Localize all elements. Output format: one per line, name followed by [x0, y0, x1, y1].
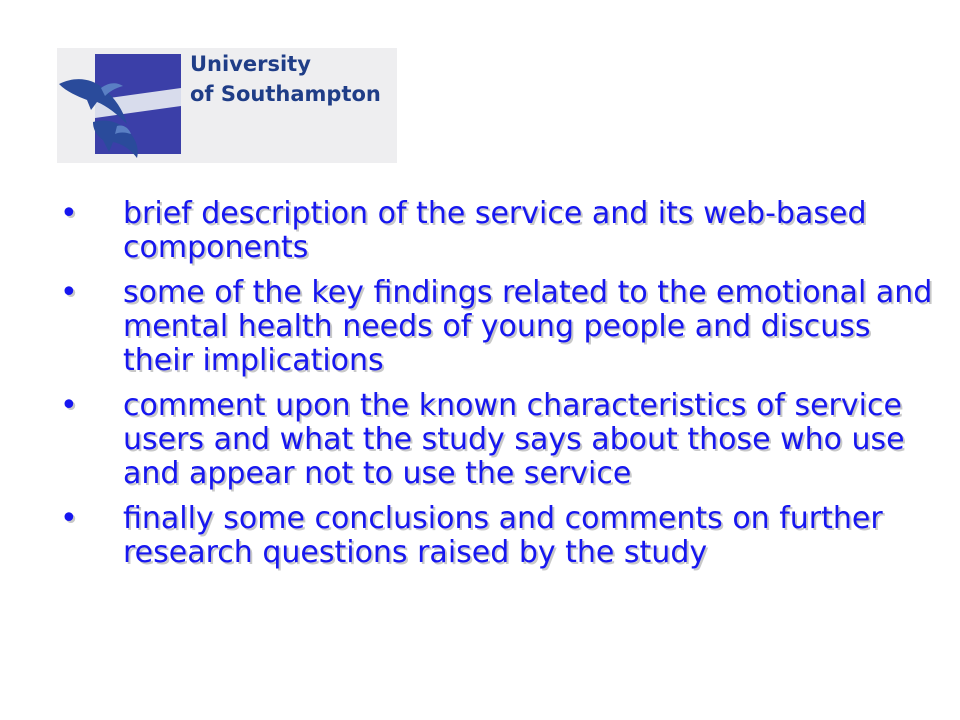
bullet-item	[58, 197, 938, 265]
bullet-item	[58, 389, 938, 491]
logo-text-southampton: of Southampton	[190, 82, 381, 106]
logo-text-university: University	[190, 52, 311, 76]
bullet-dot-icon: •	[60, 275, 78, 310]
bullet-dot-icon: •	[60, 501, 78, 536]
bullet-text: some of the key findings related to the emotional and mental health needs of young people and discuss their implications	[123, 275, 933, 378]
bullet-text: finally some conclusions and comments on further research questions raised by the study	[123, 501, 883, 570]
university-logo	[57, 48, 397, 163]
bullet-item	[58, 276, 938, 378]
bullet-dot-icon: •	[60, 388, 78, 423]
bullet-list	[58, 197, 938, 581]
dolphin-logo-icon	[57, 48, 187, 163]
bullet-text: brief description of the service and its web-based components	[123, 196, 867, 265]
bullet-dot-icon: •	[60, 196, 78, 231]
bullet-text: comment upon the known characteristics of service users and what the study says about those who use and appear not to use the service	[123, 388, 905, 491]
bullet-item	[58, 502, 938, 570]
